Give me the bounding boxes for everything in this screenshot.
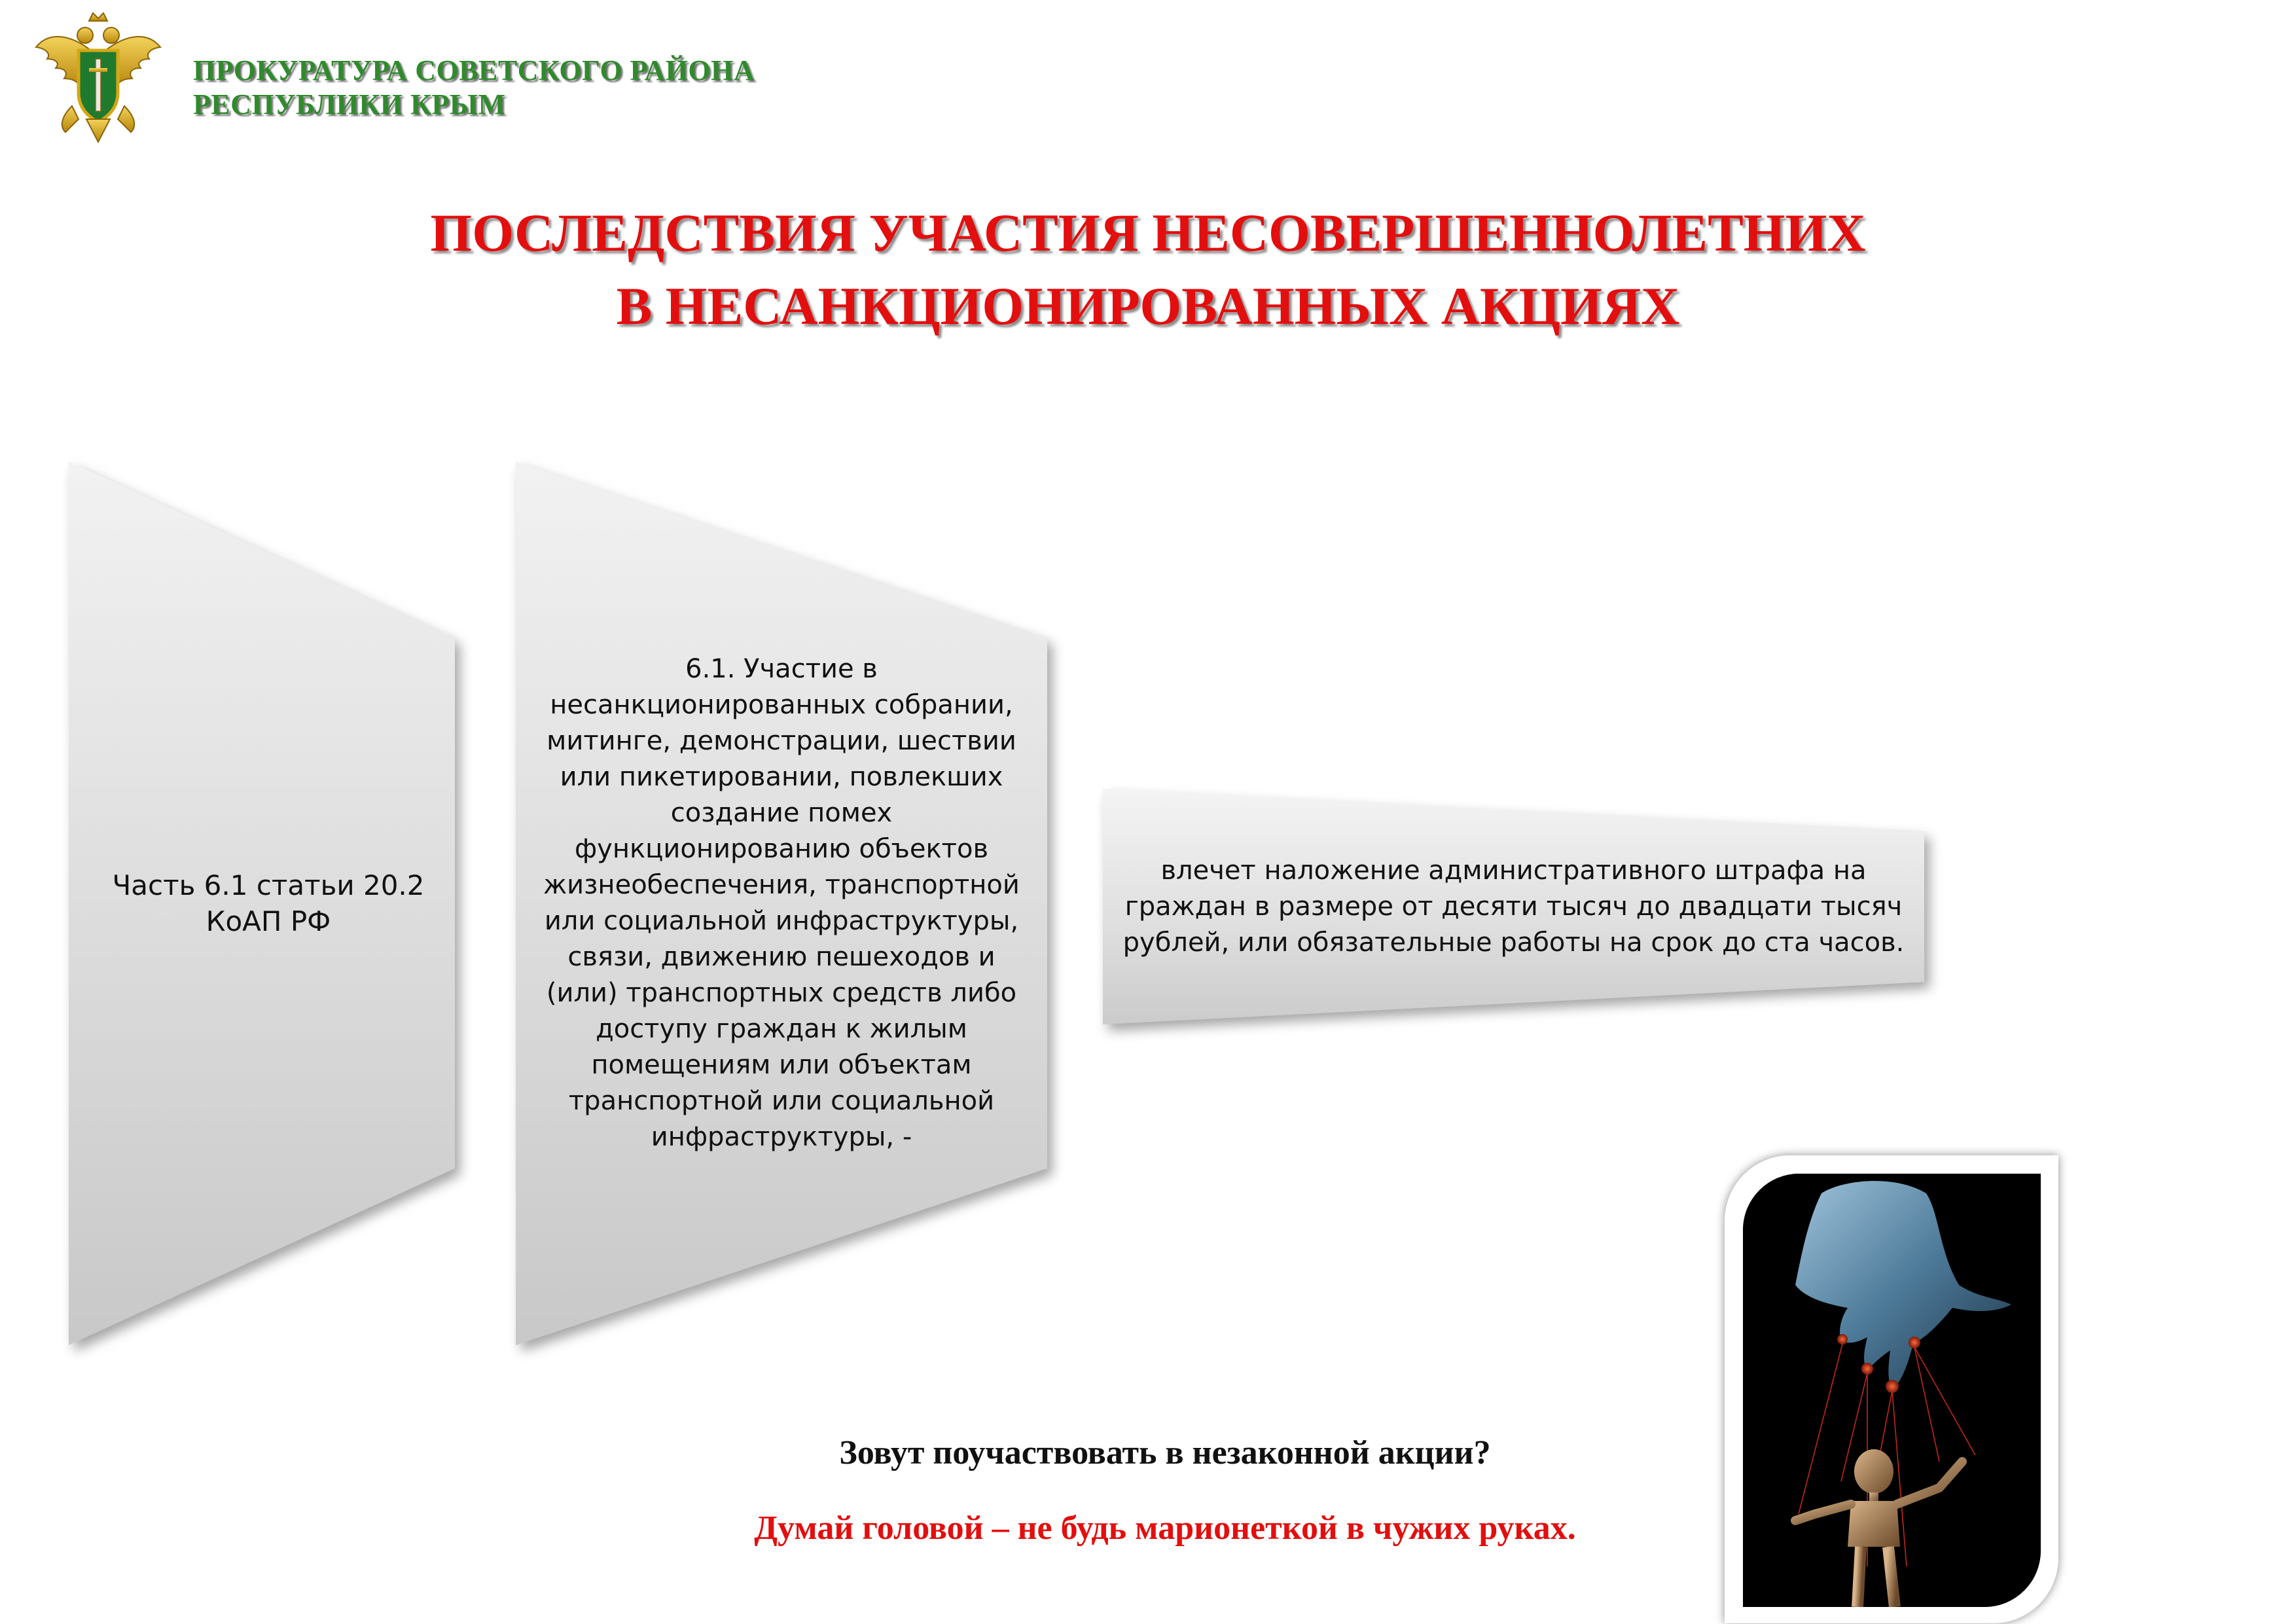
- organization-name: [193, 54, 755, 122]
- organization-name-line1: ПРОКУРАТУРА СОВЕТСКОГО РАЙОНА: [193, 54, 755, 86]
- page-title-line1: ПОСЛЕДСТВИЯ УЧАСТИЯ НЕСОВЕРШЕННОЛЕТНИХ: [430, 203, 1866, 262]
- page-title: [0, 196, 2296, 343]
- offense-description-shape: [516, 461, 1047, 1345]
- slogan-answer: Думай головой – не будь марионеткой в чужих руках.: [754, 1509, 1576, 1547]
- slogan-question: Зовут поучаствовать в незаконной акции?: [839, 1434, 1491, 1471]
- offense-description-text: 6.1. Участие в несанкционированных собрании, митинге, демонстрации, шествии или пикетировании, повлекших создание помех функционированию объектов жизнеобеспечения, транспортной или социальной инфраструктуры, связи, движению пешеходов и (или) транспортных средств либо доступу граждан к жилым помещениям или объектам транспортной или социальной инфраструктуры, -: [543, 654, 1020, 1152]
- page-title-line2: В НЕСАНКЦИОНИРОВАННЫХ АКЦИЯХ: [616, 276, 1680, 336]
- article-reference-shape: [69, 461, 455, 1345]
- prosecutor-emblem-icon: [33, 8, 164, 149]
- article-reference-text: Часть 6.1 статьи 20.2 КоАП РФ: [112, 869, 425, 937]
- penalty-text: влечет наложение административного штрафа на граждан в размере от десяти тысяч до двадцати тысяч рублей, или обязательные работы на срок до ста часов.: [1122, 855, 1905, 958]
- penalty-shape: [1103, 789, 1924, 1024]
- puppet-image-frame: [1725, 1155, 2058, 1623]
- organization-name-line2: РЕСПУБЛИКИ КРЫМ: [193, 88, 506, 120]
